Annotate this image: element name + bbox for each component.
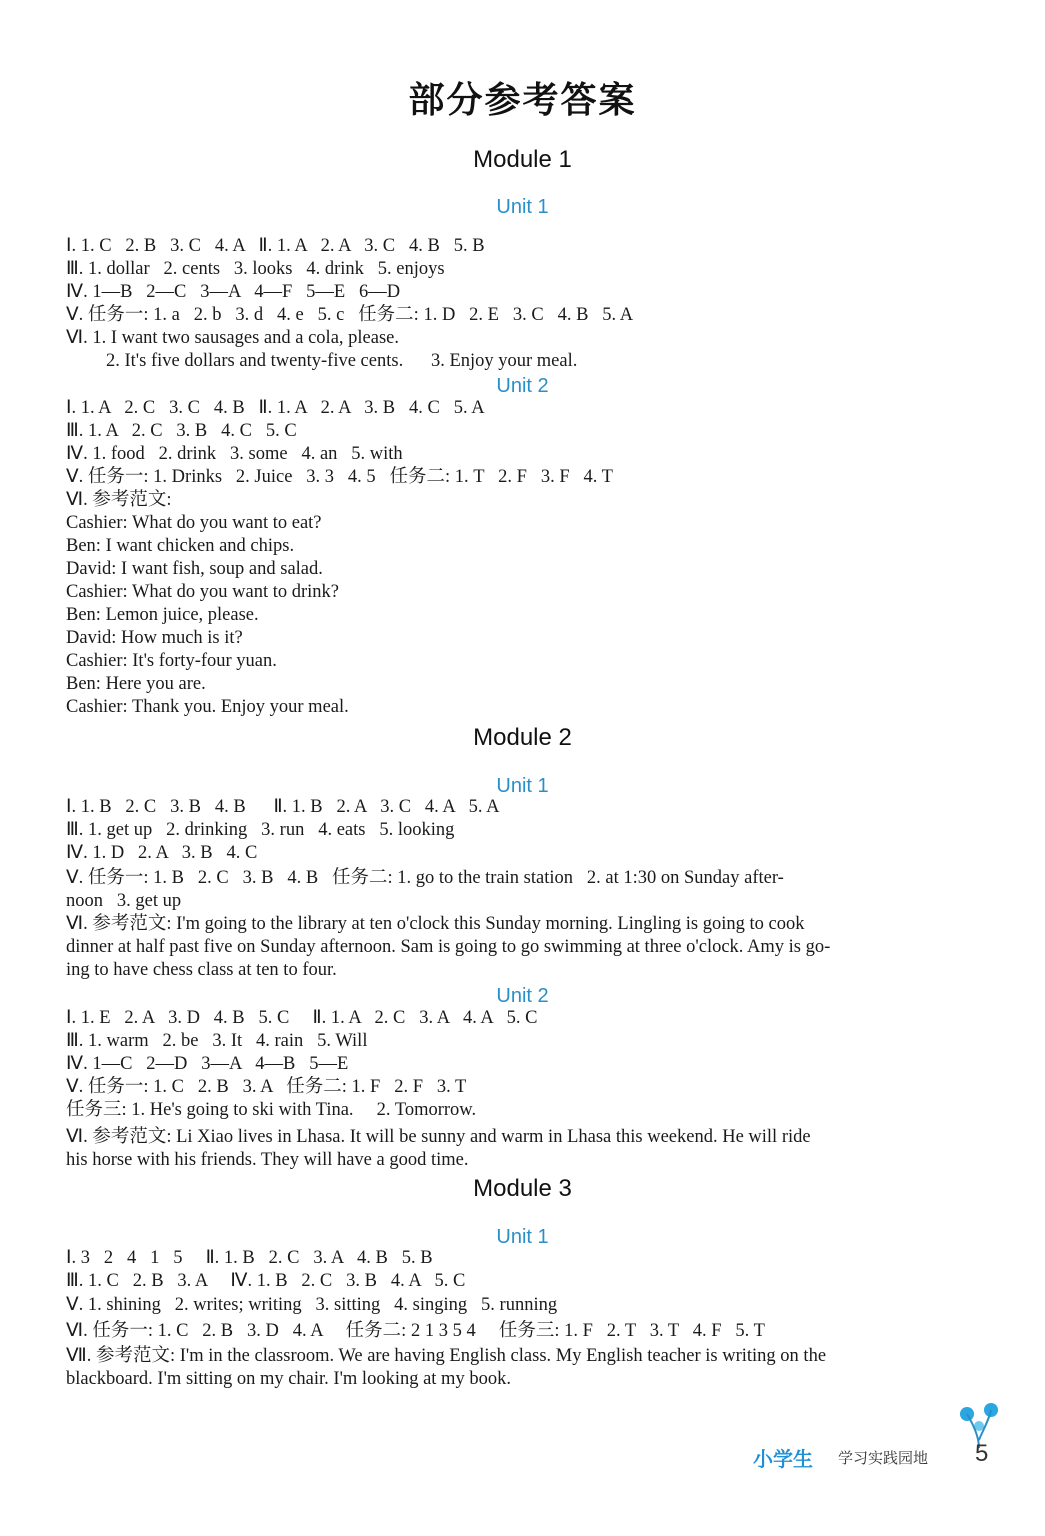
answer-line: Ⅰ. 1. B 2. C 3. B 4. B Ⅱ. 1. B 2. A 3. C 4. A 5. A	[66, 797, 500, 817]
answer-line: Ⅵ. 1. I want two sausages and a cola, please.	[66, 328, 399, 348]
module-2-heading: Module 2	[473, 724, 572, 751]
m2-unit-2-heading: Unit 2	[496, 985, 549, 1007]
answer-line: Ⅰ. 1. A 2. C 3. C 4. B Ⅱ. 1. A 2. A 3. B 4. C 5. A	[66, 398, 485, 418]
dialogue-line: Ben: Lemon juice, please.	[66, 605, 259, 625]
brand-subtitle: 学习实践园地	[838, 1449, 929, 1467]
m1-unit-2-heading: Unit 2	[496, 375, 549, 397]
m1-unit-1-heading: Unit 1	[496, 196, 549, 218]
module-1-heading: Module 1	[473, 146, 572, 173]
dialogue-line: Cashier: What do you want to drink?	[66, 582, 339, 602]
answer-line: Ⅵ. 参考范文: Li Xiao lives in Lhasa. It will be sunny and warm in Lhasa this weekend. He will ride	[66, 1127, 811, 1147]
answer-line: dinner at half past five on Sunday afternoon. Sam is going to go swimming at three o'clock. Amy is go-	[66, 937, 831, 957]
answer-line: Ⅰ. 1. C 2. B 3. C 4. A Ⅱ. 1. A 2. A 3. C 4. B 5. B	[66, 236, 485, 256]
answer-line: Ⅵ. 任务一: 1. C 2. B 3. D 4. A 任务二: 2 1 3 5 4 任务三: 1. F 2. T 3. T 4. F 5. T	[66, 1321, 765, 1341]
dialogue-line: Ben: Here you are.	[66, 674, 206, 694]
answer-line: ing to have chess class at ten to four.	[66, 960, 337, 980]
answer-line: 2. It's five dollars and twenty-five cents. 3. Enjoy your meal.	[106, 351, 578, 371]
answer-line: noon 3. get up	[66, 891, 182, 911]
answer-line: Ⅳ. 1. food 2. drink 3. some 4. an 5. with	[66, 444, 403, 464]
answer-line: Ⅲ. 1. A 2. C 3. B 4. C 5. C	[66, 421, 297, 441]
answer-line: Ⅴ. 任务一: 1. C 2. B 3. A 任务二: 1. F 2. F 3. T	[66, 1077, 467, 1097]
answer-line: 任务三: 1. He's going to ski with Tina. 2. Tomorrow.	[66, 1100, 477, 1120]
answer-line: Ⅲ. 1. C 2. B 3. A Ⅳ. 1. B 2. C 3. B 4. A 5. C	[66, 1271, 466, 1291]
answer-line: Ⅳ. 1—C 2—D 3—A 4—B 5—E	[66, 1054, 349, 1074]
answer-line: Ⅲ. 1. get up 2. drinking 3. run 4. eats 5. looking	[66, 820, 455, 840]
answer-line: Ⅴ. 任务一: 1. B 2. C 3. B 4. B 任务二: 1. go to the train station 2. at 1:30 on Sunday after-	[66, 868, 784, 888]
m3-unit-1-heading: Unit 1	[496, 1226, 549, 1248]
dialogue-line: David: I want fish, soup and salad.	[66, 559, 323, 579]
answer-line: his horse with his friends. They will have a good time.	[66, 1150, 469, 1170]
answer-line: Ⅴ. 任务一: 1. a 2. b 3. d 4. e 5. c 任务二: 1. D 2. E 3. C 4. B 5. A	[66, 305, 634, 325]
answer-line: blackboard. I'm sitting on my chair. I'm looking at my book.	[66, 1369, 511, 1389]
answer-line: Ⅴ. 1. shining 2. writes; writing 3. sitting 4. singing 5. running	[66, 1295, 558, 1315]
page-title: 部分参考答案	[408, 80, 637, 121]
dialogue-line: Cashier: What do you want to eat?	[66, 513, 322, 533]
m2-unit-1-heading: Unit 1	[496, 775, 549, 797]
answer-line: Ⅳ. 1. D 2. A 3. B 4. C	[66, 843, 258, 863]
dialogue-line: Cashier: Thank you. Enjoy your meal.	[66, 697, 349, 717]
answer-line: Ⅵ. 参考范文:	[66, 490, 172, 510]
dialogue-line: David: How much is it?	[66, 628, 243, 648]
answer-line: Ⅲ. 1. warm 2. be 3. It 4. rain 5. Will	[66, 1031, 368, 1051]
answer-line: Ⅳ. 1—B 2—C 3—A 4—F 5—E 6—D	[66, 282, 401, 302]
page-number: 5	[975, 1440, 989, 1467]
answer-line: Ⅲ. 1. dollar 2. cents 3. looks 4. drink 5. enjoys	[66, 259, 445, 279]
answer-line: Ⅰ. 3 2 4 1 5 Ⅱ. 1. B 2. C 3. A 4. B 5. B	[66, 1248, 433, 1268]
answer-line: Ⅰ. 1. E 2. A 3. D 4. B 5. C Ⅱ. 1. A 2. C 3. A 4. A 5. C	[66, 1008, 538, 1028]
answer-line: Ⅶ. 参考范文: I'm in the classroom. We are having English class. My English teacher is writing on the	[66, 1346, 827, 1366]
answer-line: Ⅵ. 参考范文: I'm going to the library at ten o'clock this Sunday morning. Lingling is going to cook	[66, 914, 805, 934]
dialogue-line: Ben: I want chicken and chips.	[66, 536, 295, 556]
answer-line: Ⅴ. 任务一: 1. Drinks 2. Juice 3. 3 4. 5 任务二: 1. T 2. F 3. F 4. T	[66, 467, 613, 487]
module-3-heading: Module 3	[473, 1175, 572, 1202]
dialogue-line: Cashier: It's forty-four yuan.	[66, 651, 277, 671]
brand-name: 小学生	[753, 1447, 813, 1471]
